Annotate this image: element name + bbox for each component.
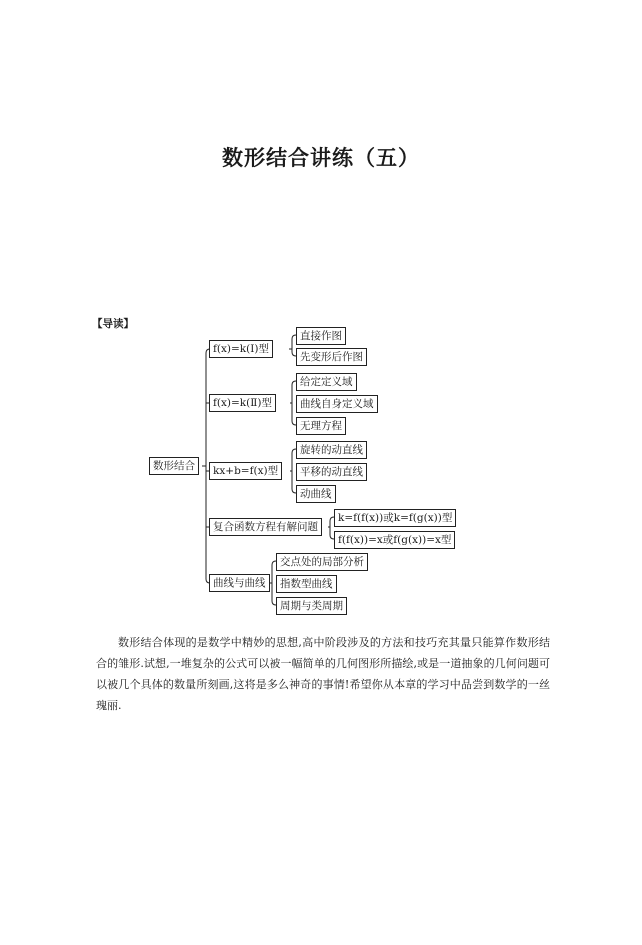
- branch-type-3: kx+b=f(x)型: [209, 462, 282, 480]
- tree-root: 数形结合: [149, 457, 199, 475]
- leaf-irrational-equation: 无理方程: [296, 417, 346, 435]
- branch-composite-function: 复合函数方程有解问题: [209, 518, 322, 536]
- branch-type-2: f(x)=k(Ⅱ)型: [209, 394, 276, 412]
- branch-curve-and-curve: 曲线与曲线: [209, 574, 270, 592]
- leaf-direct-plot: 直接作图: [296, 327, 346, 345]
- leaf-composite-k: k=f(f(x))或k=f(g(x))型: [334, 509, 456, 527]
- leaf-moving-curve: 动曲线: [296, 485, 336, 503]
- leaf-local-analysis: 交点处的局部分析: [276, 553, 368, 571]
- leaf-curve-own-domain: 曲线自身定义域: [296, 395, 378, 413]
- leaf-exponential-curve: 指数型曲线: [276, 575, 337, 593]
- page-title: 数形结合讲练（五）: [222, 146, 420, 170]
- leaf-translating-line: 平移的动直线: [296, 463, 367, 481]
- branch-type-1: f(x)=k(Ⅰ)型: [209, 340, 273, 358]
- leaf-composite-x: f(f(x))=x或f(g(x))=x型: [334, 531, 455, 549]
- leaf-given-domain: 给定定义域: [296, 373, 357, 391]
- leaf-rotating-line: 旋转的动直线: [296, 441, 367, 459]
- intro-paragraph: 数形结合体现的是数学中精妙的思想,高中阶段涉及的方法和技巧充其量只能算作数形结合的雏形.试想,一堆复杂的公式可以被一幅简单的几何图形所描绘,或是一道抽象的几何问题可以被几个具体的数量所刻画,这将是多么神奇的事情!希望你从本章的学习中品尝到数学的一丝瑰丽.: [96, 636, 550, 712]
- leaf-transform-then-plot: 先变形后作图: [296, 348, 367, 366]
- leaf-period: 周期与类周期: [276, 597, 347, 615]
- section-label-guide: 【导读】: [92, 318, 134, 330]
